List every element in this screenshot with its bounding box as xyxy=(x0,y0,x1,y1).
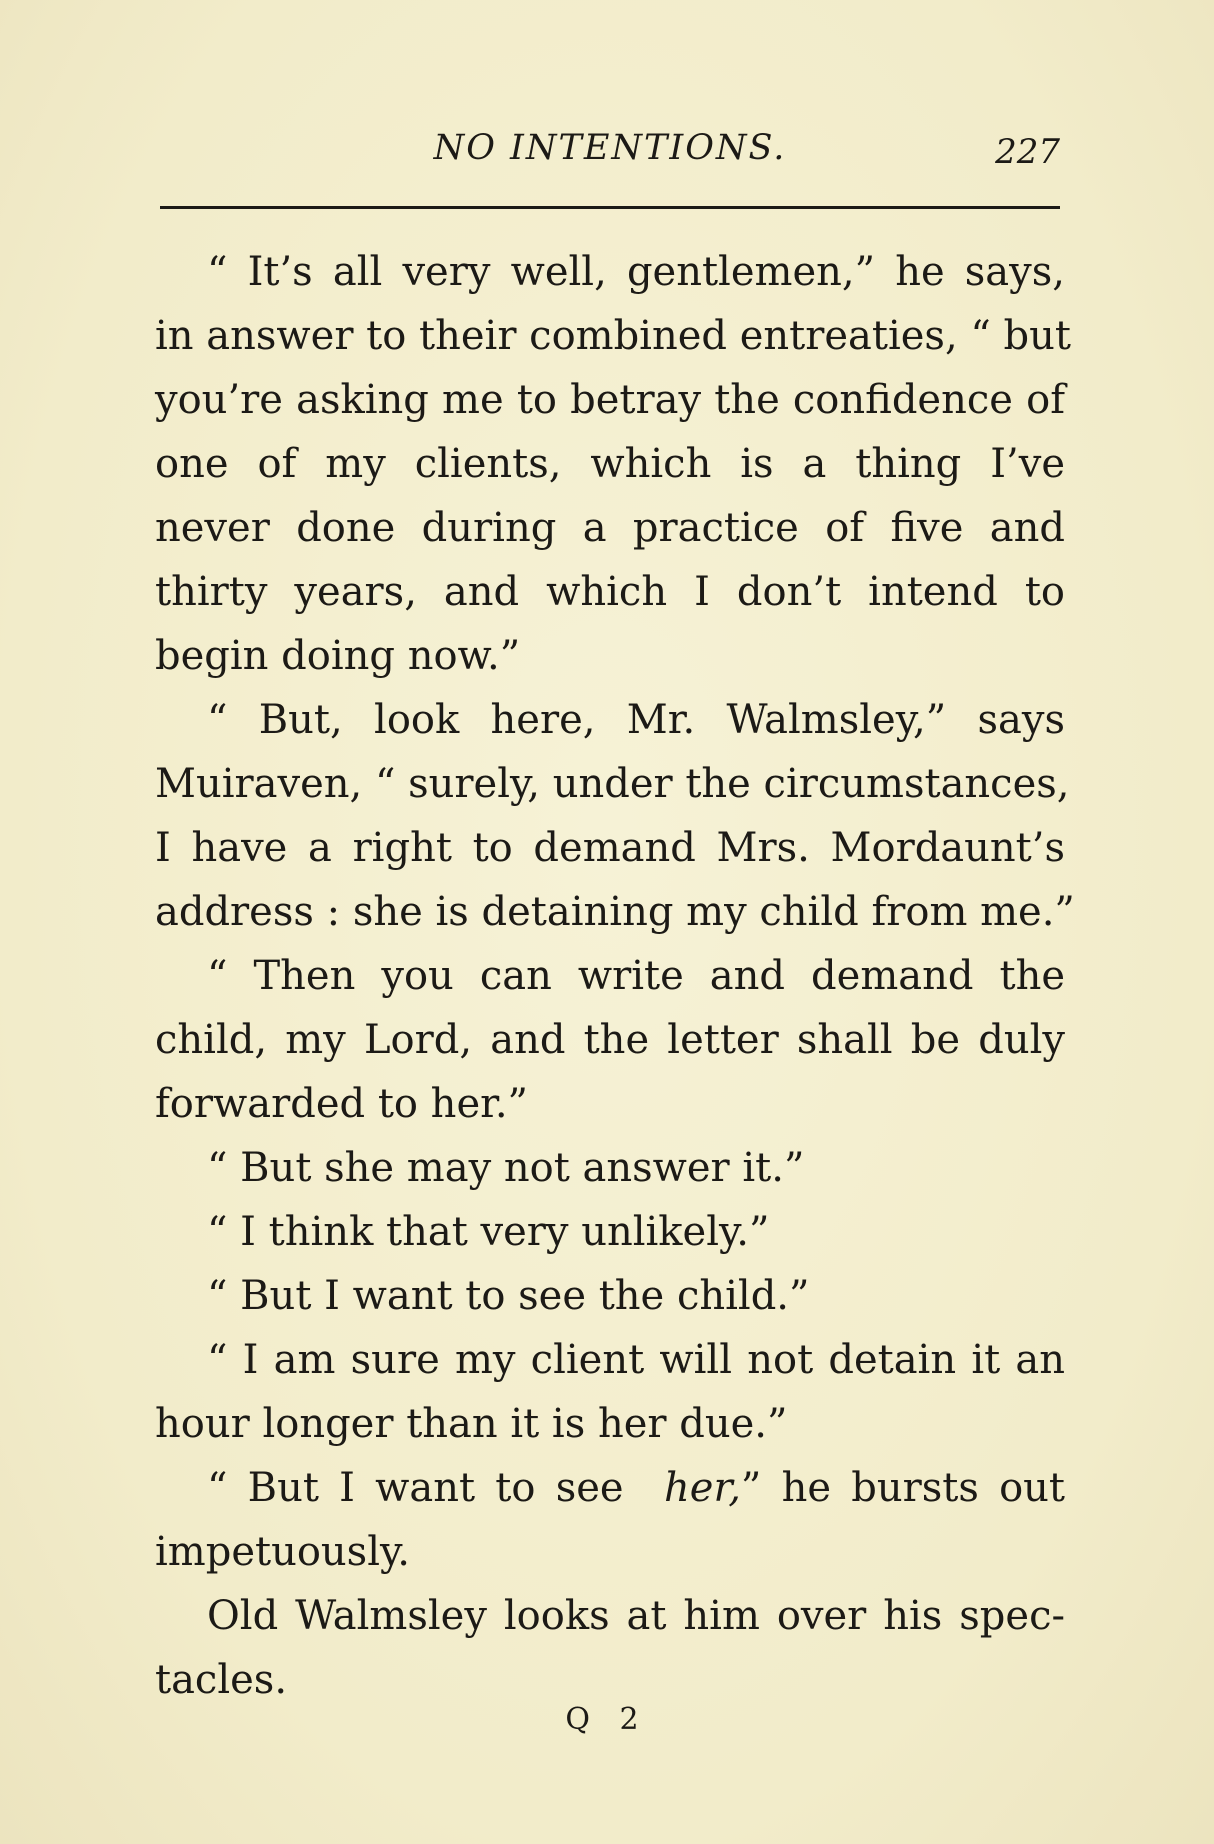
text-line xyxy=(155,1456,1065,1520)
body-text xyxy=(155,240,1075,1712)
text-line: begin doing now.” xyxy=(155,633,521,679)
text-line: “ But I want to see the child.” xyxy=(207,1273,810,1319)
text-line: hour longer than it is her due.” xyxy=(155,1401,788,1447)
text-line: never done during a practice of five and xyxy=(155,505,1065,551)
text-line: you’re asking me to betray the confidence of xyxy=(155,377,1065,423)
text-line: “ But, look here, Mr. Walmsley,” says xyxy=(207,697,1065,743)
line-end: ” he bursts out xyxy=(740,1465,1066,1511)
text-line: child, my Lord, and the letter shall be duly xyxy=(155,1017,1065,1063)
text-line: “ It’s all very well, gentlemen,” he says, xyxy=(207,249,1065,295)
text-line: I have a right to demand Mrs. Mordaunt’s xyxy=(155,825,1065,871)
text-line: Muiraven, “ surely, under the circumstances, xyxy=(155,761,1070,807)
text-line: Old Walmsley looks at him over his spec- xyxy=(207,1593,1065,1639)
running-head: NO INTENTIONS. xyxy=(433,128,787,168)
emphasis-her: her, xyxy=(664,1465,741,1511)
text-line: “ Then you can write and demand the xyxy=(207,953,1065,999)
text-line: “ I think that very unlikely.” xyxy=(207,1209,770,1255)
text-line: impetuously. xyxy=(155,1529,410,1575)
text-line: in answer to their combined entreaties, “ but xyxy=(155,313,1071,359)
text-line: address : she is detaining my child from me.” xyxy=(155,889,1075,935)
page-header xyxy=(160,128,1060,178)
signature-mark: Q 2 xyxy=(565,1702,649,1737)
text-line: “ I am sure my client will not detain it an xyxy=(207,1337,1065,1383)
text-line: forwarded to her.” xyxy=(155,1081,529,1127)
page-number: 227 xyxy=(995,132,1060,172)
line-start: “ But I want to see xyxy=(207,1465,644,1511)
header-rule xyxy=(160,206,1060,209)
text-line: tacles. xyxy=(155,1657,288,1703)
text-line: thirty years, and which I don’t intend to xyxy=(155,569,1065,615)
text-line: “ But she may not answer it.” xyxy=(207,1145,805,1191)
text-line: one of my clients, which is a thing I’ve xyxy=(155,441,1065,487)
